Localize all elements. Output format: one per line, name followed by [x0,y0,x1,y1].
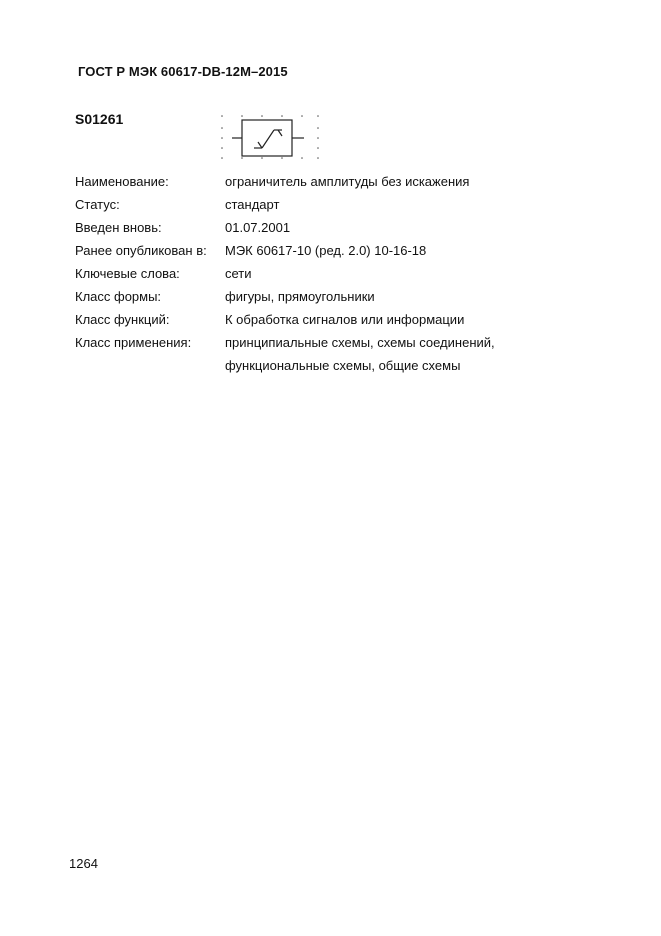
property-value-line: функциональные схемы, общие схемы [225,358,461,373]
property-value-line: стандарт [225,197,280,212]
property-label: Класс функций: [75,312,170,327]
property-value [225,218,290,241]
property-label: Класс применения: [75,335,192,350]
property-row [75,195,495,218]
property-value-line: принципиальные схемы, схемы соединений, [225,335,495,350]
properties-list [75,172,495,379]
property-row [75,264,495,287]
property-label: Введен вновь: [75,220,162,235]
property-value-line: 01.07.2001 [225,220,291,235]
document-header: ГОСТ Р МЭК 60617-DB-12M–2015 [78,64,288,79]
property-row [75,241,495,264]
property-label: Статус: [75,197,120,212]
property-label: Класс формы: [75,289,162,304]
property-row [75,172,495,195]
property-label: Ранее опубликован в: [75,243,207,258]
property-label: Наименование: [75,174,169,189]
property-value [225,287,375,310]
property-row [75,333,495,379]
property-value-line: К обработка сигналов или информации [225,312,465,327]
property-value [225,195,279,218]
property-value [225,310,464,333]
property-value [225,172,469,195]
amplitude-limiter-symbol-icon [214,114,326,164]
property-value [225,241,426,264]
property-value [225,264,252,287]
property-row [75,310,495,333]
property-value-line: фигуры, прямоугольники [225,289,375,304]
property-row [75,218,495,241]
symbol-lines [232,120,304,156]
symbol-code: S01261 [75,111,124,127]
property-value [225,333,495,379]
page-number: 1264 [69,856,98,871]
property-label: Ключевые слова: [75,266,180,281]
property-value-line: сети [225,266,252,281]
property-value-line: МЭК 60617-10 (ред. 2.0) 10-16-18 [225,243,427,258]
property-row [75,287,495,310]
property-value-line: ограничитель амплитуды без искажения [225,174,470,189]
